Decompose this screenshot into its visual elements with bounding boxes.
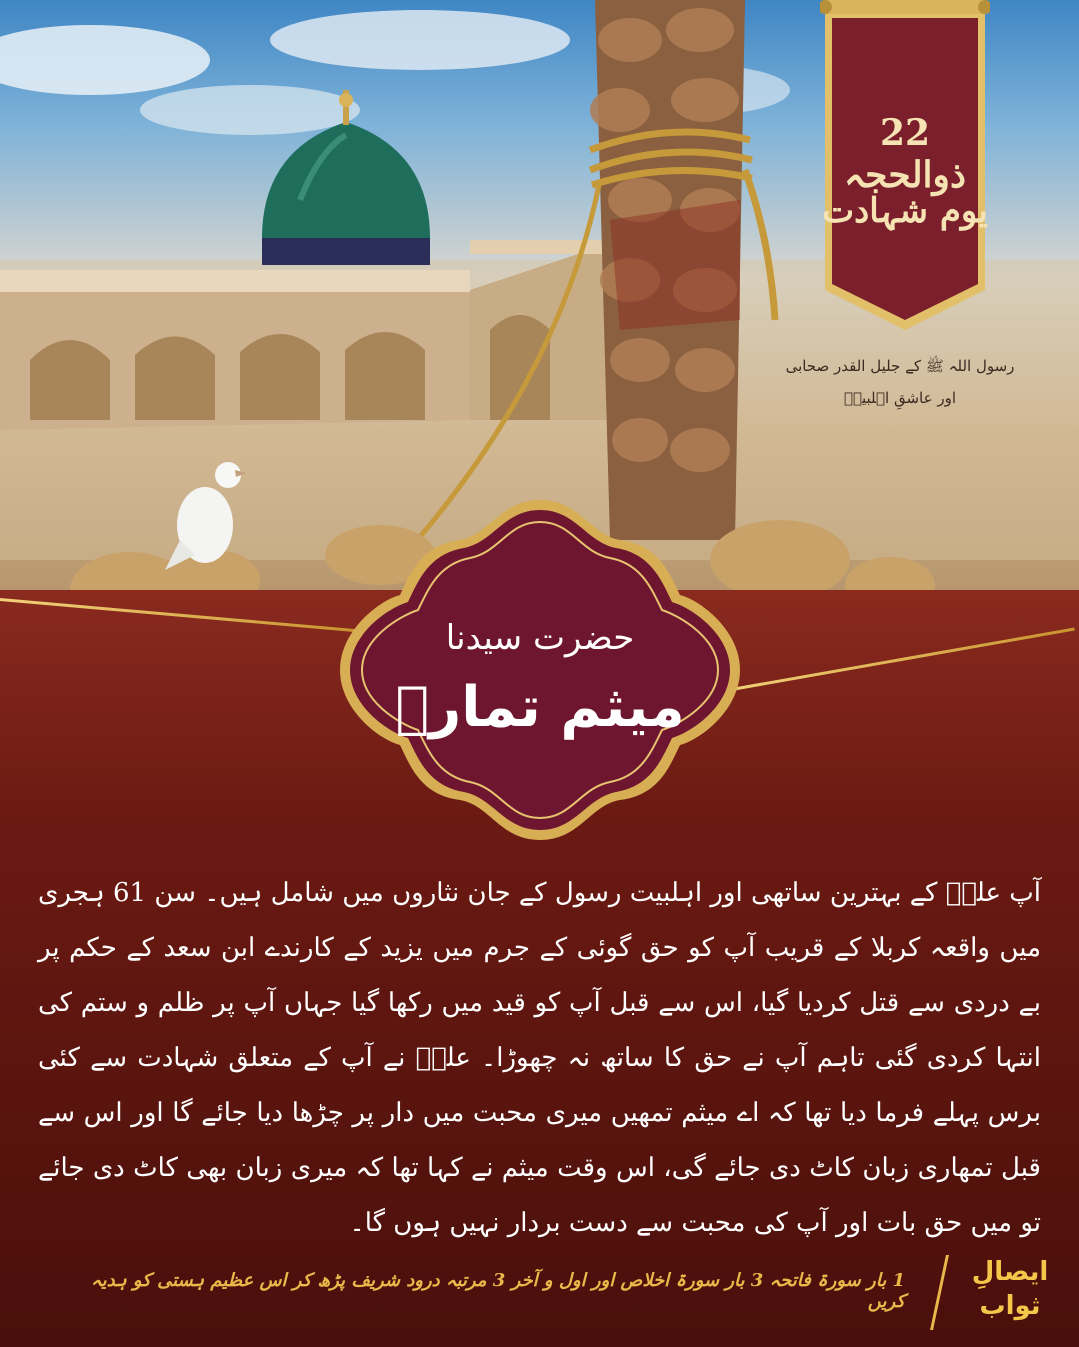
title-small: حضرت سیدنا bbox=[445, 618, 635, 658]
footer-instruction: 1 بار سورۃ فاتحہ 3 بار سورۃ اخلاص اور اول و آخر 3 مرتبہ درود شریف پڑھ کر اس عظیم ہستی کو ہدیہ کریں bbox=[91, 1270, 905, 1312]
banner-occasion: یوم شہادت bbox=[822, 191, 988, 231]
title-large: میثم تمارؓ bbox=[395, 675, 685, 740]
cloud bbox=[140, 85, 360, 135]
subtitle-line-2: اور عاشقِ اہلبیتؑ bbox=[844, 389, 956, 407]
palm-trunk bbox=[590, 0, 745, 540]
isal-line-2: ثواب bbox=[979, 1291, 1041, 1321]
name-medallion bbox=[340, 500, 740, 840]
cloud bbox=[0, 25, 210, 95]
banner-date: 22 ذوالحجہ bbox=[844, 112, 966, 196]
biography-paragraph: آپ علیؑ کے بہترین ساتھی اور اہلبیت رسول کے جان نثاروں میں شامل ہیں۔ سن 61 ہجری میں واقعہ کربلا کے قریب آپ کو حق گوئی کے جرم میں یزید کے کارندے ابن سعد کے حکم پر بے دردی سے قتل کردیا گیا، اس سے قبل آپ کو قید میں رکھا گیا جہاں آپ پر ظلم و ستم کی انتہا کردی گئی تاہم آپ نے حق کا ساتھ نہ چھوڑا۔ علیؑ نے آپ کے متعلق شہادت سے کئی برس پہلے فرما دیا تھا کہ اے میثم تمھیں میری محبت میں دار پر چڑھا دیا جائے گا اور اس سے قبل تمھاری زبان کاٹ دی جائے گی، اس وقت میثم نے کہا تھا کہ میری زبان بھی کاٹ دی جائے تو میں حق بات اور آپ کی محبت سے دست بردار نہیں ہوں گا۔ bbox=[38, 878, 1041, 1238]
cloud bbox=[270, 10, 570, 70]
isal-sawab-label bbox=[955, 1255, 1065, 1323]
subtitle-line-1: رسول اللہ ﷺ کے جلیل القدر صحابی bbox=[785, 357, 1015, 375]
isal-line-1: ایصالِ bbox=[971, 1257, 1049, 1287]
